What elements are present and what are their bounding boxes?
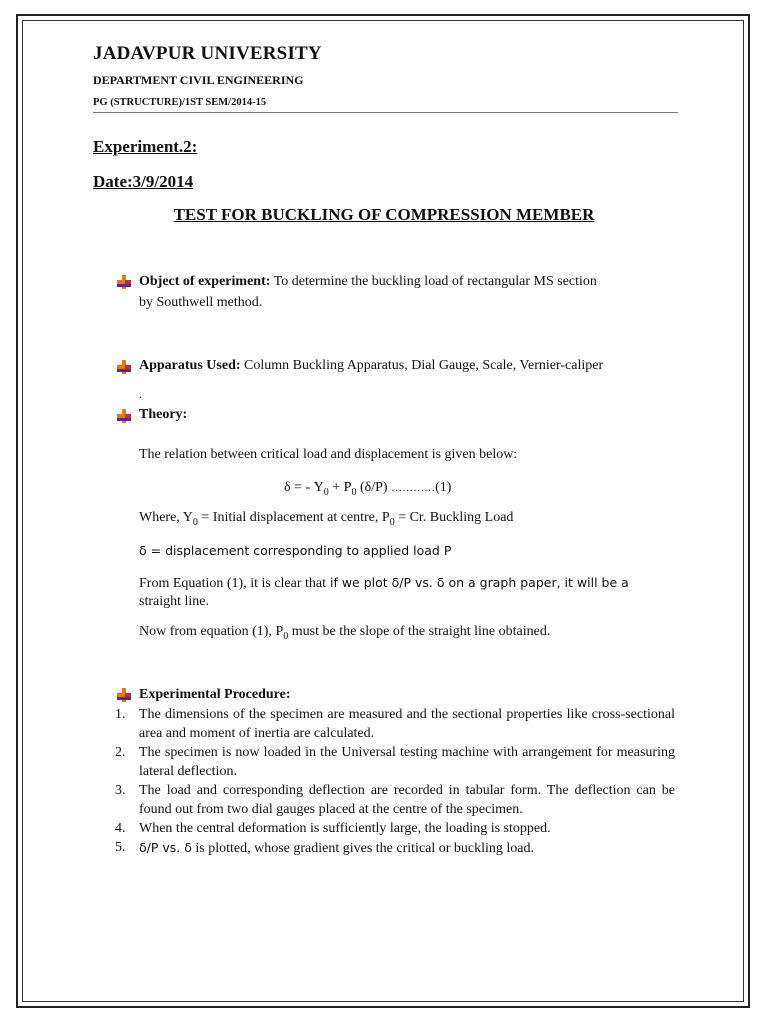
apparatus-dot: .: [139, 387, 142, 401]
procedure-step: [115, 705, 675, 743]
object-text-cont: by Southwell method.: [139, 295, 263, 310]
slope-sub: 0: [283, 630, 289, 642]
semester-line: PG (STRUCTURE)/1ST SEM/2014-15: [93, 97, 267, 108]
procedure-step: [115, 819, 675, 838]
procedure-list: [115, 705, 675, 858]
eq-sub-1: 0: [323, 486, 329, 498]
apparatus-label: Apparatus Used:: [139, 358, 241, 373]
step-text: The specimen is now loaded in the Universal testing machine with arrangement for measuring lateral deflection.: [139, 745, 675, 779]
experiment-number: Experiment.2:: [93, 137, 198, 156]
step-number: 5.: [115, 840, 126, 855]
eq-dots: …………: [391, 482, 436, 494]
apparatus-text: Column Buckling Apparatus, Dial Gauge, Scale, Vernier-caliper: [244, 358, 604, 373]
slope-line: [139, 622, 550, 646]
procedure-heading: Experimental Procedure:: [139, 687, 291, 702]
bullet-cross-icon: [116, 687, 132, 703]
theory-intro: The relation between critical load and displacement is given below:: [139, 447, 518, 462]
procedure-label: [139, 685, 291, 705]
procedure-step: [115, 781, 675, 819]
where-line: [139, 508, 513, 532]
object-section: [139, 272, 597, 292]
eq-part-a: δ = - Y: [284, 480, 324, 495]
delta-definition: δ = displacement corresponding to applied load P: [139, 543, 452, 558]
from-equation-cont: straight line.: [139, 594, 209, 609]
theory-label: [139, 405, 187, 425]
apparatus-section: [139, 356, 603, 376]
where-sub-1: 0: [192, 516, 198, 528]
step5-part-a: δ/P vs. δ: [139, 840, 192, 855]
step5-part-b: is plotted, whose gradient gives the critical or buckling load.: [191, 841, 535, 856]
bullet-cross-icon: [116, 359, 132, 375]
equation-1: [284, 478, 451, 502]
from-part-b: if we plot δ/P vs. δ on a graph paper, it will be a: [326, 575, 629, 590]
step-number: 3.: [115, 783, 126, 798]
object-text: To determine the buckling load of rectangular MS section: [273, 274, 597, 289]
where-part-b: = Initial displacement at centre, P: [197, 510, 390, 525]
experiment-date: Date:3/9/2014: [93, 172, 194, 191]
slope-part-b: must be the slope of the straight line obtained.: [288, 624, 551, 639]
step-number: 1.: [115, 707, 126, 722]
eq-number: (1): [435, 480, 452, 495]
from-equation-line: [139, 573, 676, 593]
from-part-a: From Equation (1), it is clear that: [139, 576, 327, 591]
department-name: DEPARTMENT CIVIL ENGINEERING: [93, 73, 304, 87]
procedure-step: [115, 838, 675, 858]
eq-sub-2: 0: [351, 486, 357, 498]
step-number: 2.: [115, 745, 126, 760]
step-number: 4.: [115, 821, 126, 836]
university-name: JADAVPUR UNIVERSITY: [93, 43, 322, 64]
slope-part-a: Now from equation (1), P: [139, 624, 284, 639]
eq-part-b: + P: [328, 480, 352, 495]
object-label: Object of experiment:: [139, 274, 271, 289]
step-text: When the central deformation is sufficiently large, the loading is stopped.: [139, 821, 551, 836]
step-text: The load and corresponding deflection are recorded in tabular form. The deflection can be found out from two dial gauges placed at the centre of the specimen.: [139, 783, 675, 817]
step-text: The dimensions of the specimen are measured and the sectional properties like cross-sectional area and moment of inertia are calculated.: [139, 707, 675, 741]
where-part-c: = Cr. Buckling Load: [394, 510, 514, 525]
where-part-a: Where, Y: [139, 510, 193, 525]
eq-part-c: (δ/P): [356, 480, 392, 495]
document-title: TEST FOR BUCKLING OF COMPRESSION MEMBER: [173, 205, 595, 224]
bullet-cross-icon: [116, 408, 132, 424]
procedure-step: [115, 743, 675, 781]
theory-heading: Theory:: [139, 407, 188, 422]
where-sub-2: 0: [389, 516, 395, 528]
header-divider: [93, 112, 678, 113]
bullet-cross-icon: [116, 274, 132, 290]
